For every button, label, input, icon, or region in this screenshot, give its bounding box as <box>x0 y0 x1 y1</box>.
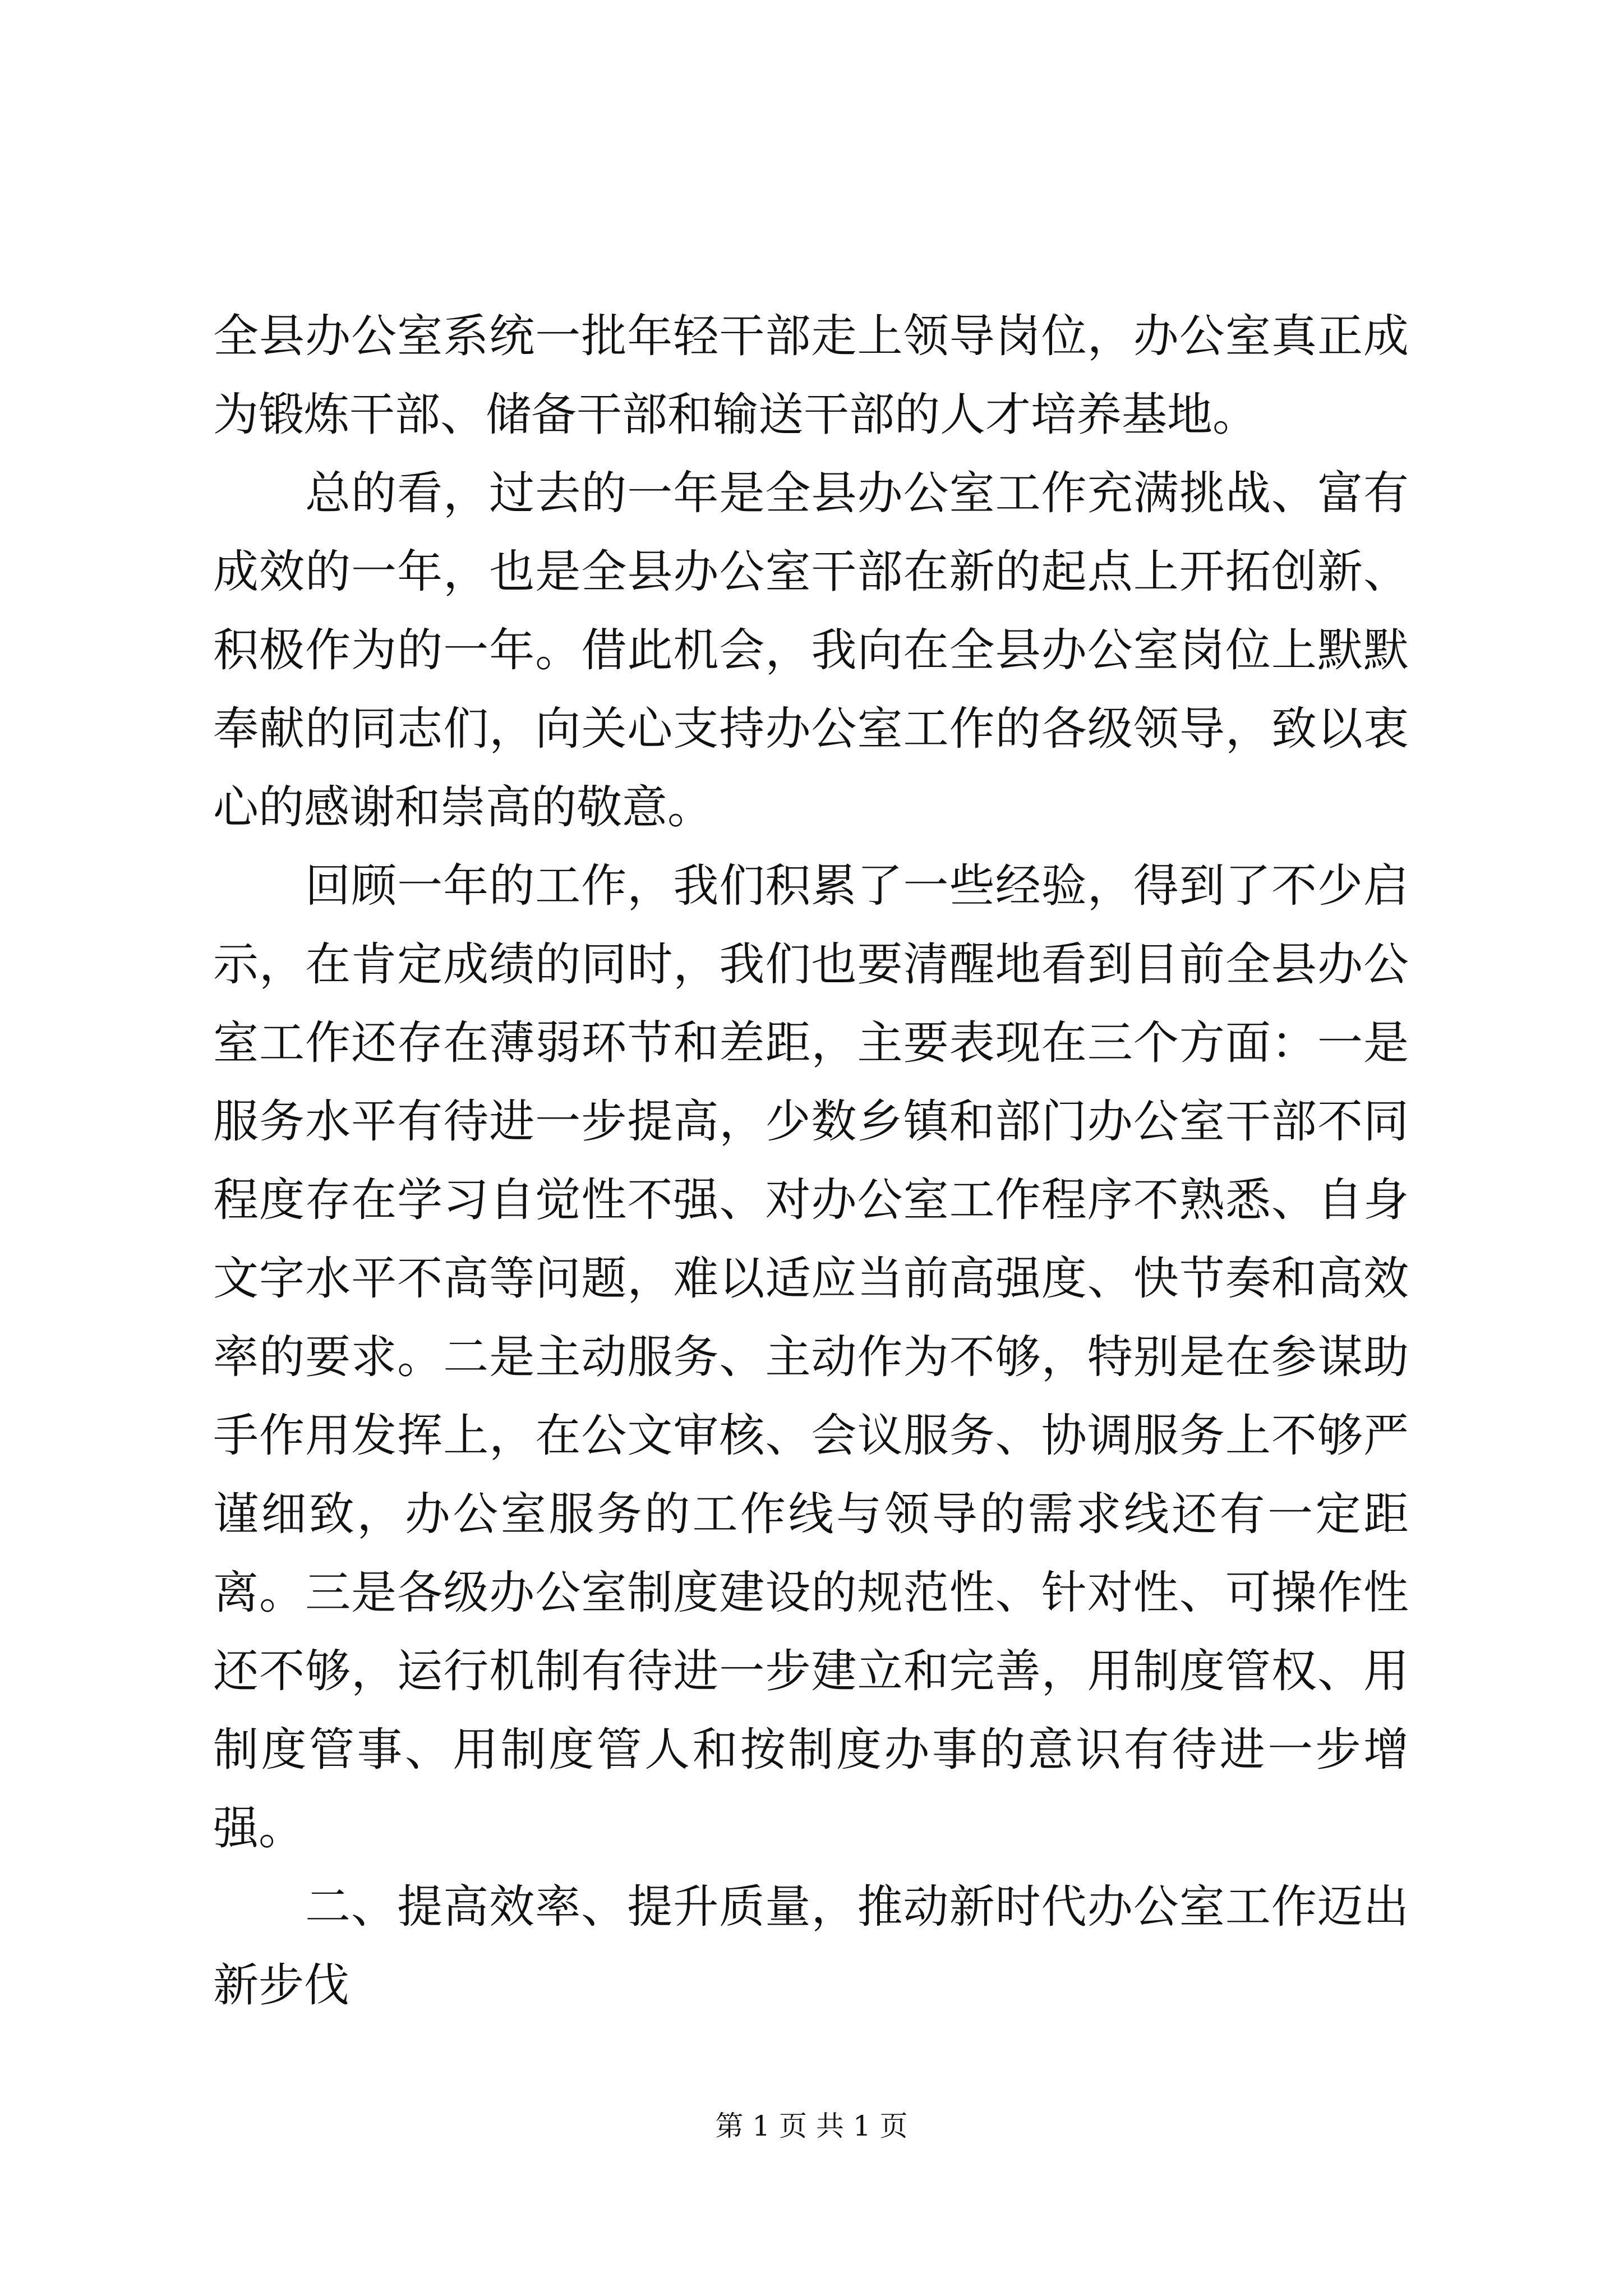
paragraph-review: 回顾一年的工作，我们积累了一些经验，得到了不少启示，在肯定成绩的同时，我们也要清醒地看到目前全县办公室工作还存在薄弱环节和差距，主要表现在三个方面：一是服务水平有待进一步提高，少数乡镇和部门办公室干部不同程度存在学习自觉性不强、对办公室工作程序不熟悉、自身文字水平不高等问题，难以适应当前高强度、快节奏和高效率的要求。二是主动服务、主动作为不够，特别是在参谋助手作用发挥上，在公文审核、会议服务、协调服务上不够严谨细致，办公室服务的工作线与领导的需求线还有一定距离。三是各级办公室制度建设的规范性、针对性、可操作性还不够，运行机制有待进一步建立和完善，用制度管权、用制度管事、用制度管人和按制度办事的意识有待进一步增强。 <box>213 860 1409 1855</box>
paragraph-continuation: 全县办公室系统一批年轻干部走上领导岗位，办公室真正成为锻炼干部、储备干部和输送干部的人才培养基地。 <box>213 310 1409 441</box>
document-body <box>213 297 1409 2025</box>
page-footer: 第 1 页 共 1 页 <box>715 2110 908 2142</box>
paragraph-summary: 总的看，过去的一年是全县办公室工作充满挑战、富有成效的一年，也是全县办公室干部在新的起点上开拓创新、积极作为的一年。借此机会，我向在全县办公室岗位上默默奉献的同志们，向关心支持办公室工作的各级领导，致以衷心的感谢和崇高的敬意。 <box>213 467 1409 834</box>
section-heading: 二、提高效率、提升质量，推动新时代办公室工作迈出新步伐 <box>213 1881 1409 2012</box>
